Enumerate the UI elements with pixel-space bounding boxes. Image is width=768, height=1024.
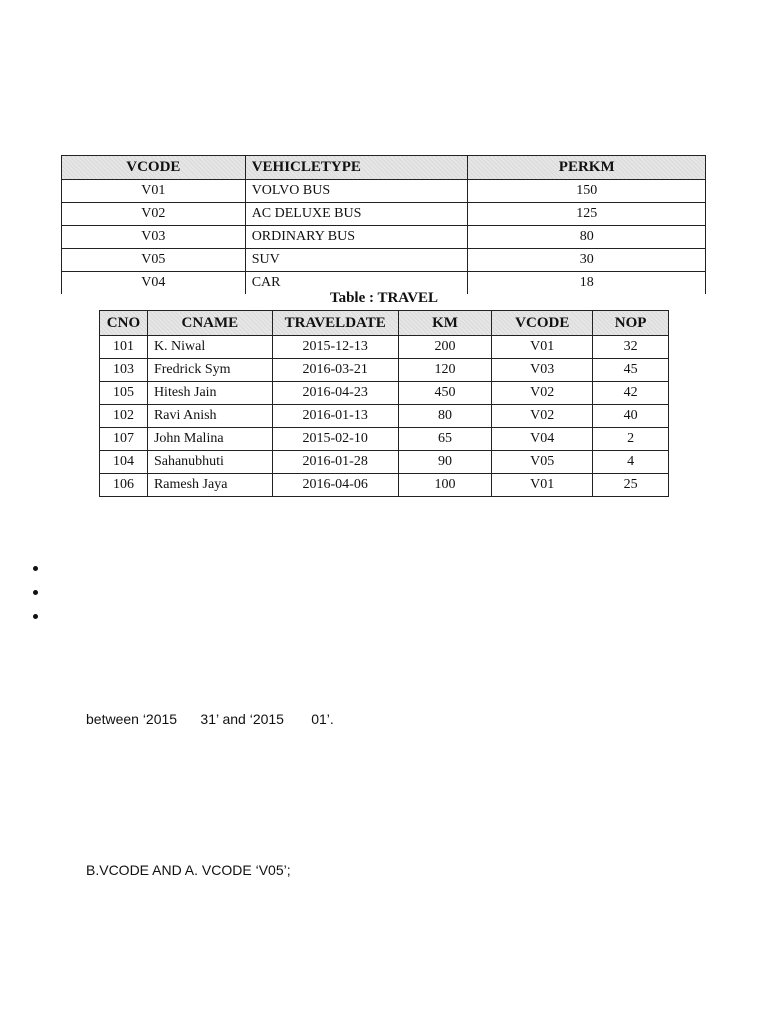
travel-cell-traveldate: 2016-01-13 (272, 405, 398, 428)
travel-cell-km: 120 (398, 359, 492, 382)
table-row (100, 428, 669, 451)
travel-cell-cname: Sahanubhuti (147, 451, 272, 474)
vehicle-header-perkm: PERKM (468, 156, 706, 180)
travel-cell-traveldate: 2016-04-23 (272, 382, 398, 405)
travel-cell-traveldate: 2016-03-21 (272, 359, 398, 382)
bullet-icon (33, 614, 38, 619)
text-line-vcode-condition: B.VCODE AND A. VCODE ‘V05’; (86, 862, 291, 878)
travel-cell-nop: 4 (593, 451, 669, 474)
travel-cell-vcode: V05 (492, 451, 593, 474)
table-row (100, 359, 669, 382)
table-row (62, 203, 706, 226)
travel-header-cno: CNO (100, 311, 148, 336)
travel-cell-cno: 106 (100, 474, 148, 497)
vehicle-cell-perkm: 80 (468, 226, 706, 249)
vehicle-cell-type: VOLVO BUS (245, 180, 468, 203)
vehicle-cell-perkm: 30 (468, 249, 706, 272)
vehicle-header-vcode: VCODE (62, 156, 246, 180)
travel-header-km: KM (398, 311, 492, 336)
table-row (100, 474, 669, 497)
travel-cell-traveldate: 2015-02-10 (272, 428, 398, 451)
vehicle-table (61, 155, 706, 294)
table-row (100, 405, 669, 428)
travel-cell-cno: 105 (100, 382, 148, 405)
travel-cell-traveldate: 2015-12-13 (272, 336, 398, 359)
table-row (62, 249, 706, 272)
bullet-icon (33, 566, 38, 571)
travel-cell-nop: 2 (593, 428, 669, 451)
text-line-between-dates: between ‘2015 31’ and ‘2015 01’. (86, 711, 334, 727)
travel-cell-cname: Ramesh Jaya (147, 474, 272, 497)
travel-cell-vcode: V02 (492, 405, 593, 428)
travel-cell-cname: K. Niwal (147, 336, 272, 359)
table-row (100, 451, 669, 474)
travel-cell-km: 65 (398, 428, 492, 451)
travel-cell-km: 200 (398, 336, 492, 359)
vehicle-header-vehicletype: VEHICLETYPE (245, 156, 468, 180)
table-row (62, 180, 706, 203)
travel-table-title: Table : TRAVEL (329, 290, 439, 306)
vehicle-cell-vcode: V03 (62, 226, 246, 249)
travel-cell-nop: 45 (593, 359, 669, 382)
vehicle-cell-perkm: 150 (468, 180, 706, 203)
travel-cell-nop: 42 (593, 382, 669, 405)
travel-cell-cname: Fredrick Sym (147, 359, 272, 382)
vehicle-cell-vcode: V05 (62, 249, 246, 272)
vehicle-cell-vcode: V04 (62, 272, 246, 295)
vehicle-cell-type: CAR (245, 272, 468, 295)
travel-cell-km: 450 (398, 382, 492, 405)
bullet-list (33, 560, 38, 632)
table-row (100, 336, 669, 359)
travel-cell-cname: Hitesh Jain (147, 382, 272, 405)
vehicle-cell-perkm: 125 (468, 203, 706, 226)
vehicle-cell-type: AC DELUXE BUS (245, 203, 468, 226)
travel-cell-km: 90 (398, 451, 492, 474)
travel-header-cname: CNAME (147, 311, 272, 336)
travel-cell-km: 80 (398, 405, 492, 428)
travel-header-row (100, 311, 669, 336)
travel-cell-nop: 32 (593, 336, 669, 359)
table-row (62, 226, 706, 249)
travel-cell-nop: 40 (593, 405, 669, 428)
travel-cell-km: 100 (398, 474, 492, 497)
travel-cell-traveldate: 2016-04-06 (272, 474, 398, 497)
list-item (33, 566, 38, 584)
vehicle-cell-perkm: 18 (468, 272, 706, 295)
travel-cell-vcode: V03 (492, 359, 593, 382)
travel-cell-cno: 104 (100, 451, 148, 474)
vehicle-header-row (62, 156, 706, 180)
travel-cell-vcode: V01 (492, 474, 593, 497)
travel-cell-cno: 107 (100, 428, 148, 451)
travel-header-nop: NOP (593, 311, 669, 336)
travel-cell-cno: 102 (100, 405, 148, 428)
list-item (33, 590, 38, 608)
travel-header-vcode: VCODE (492, 311, 593, 336)
travel-cell-cno: 101 (100, 336, 148, 359)
vehicle-cell-vcode: V01 (62, 180, 246, 203)
travel-cell-cname: Ravi Anish (147, 405, 272, 428)
travel-cell-vcode: V02 (492, 382, 593, 405)
travel-cell-vcode: V04 (492, 428, 593, 451)
travel-cell-vcode: V01 (492, 336, 593, 359)
travel-cell-traveldate: 2016-01-28 (272, 451, 398, 474)
table-row (100, 382, 669, 405)
travel-header-traveldate: TRAVELDATE (272, 311, 398, 336)
list-item (33, 614, 38, 632)
vehicle-cell-type: SUV (245, 249, 468, 272)
travel-cell-nop: 25 (593, 474, 669, 497)
vehicle-cell-vcode: V02 (62, 203, 246, 226)
bullet-icon (33, 590, 38, 595)
travel-cell-cname: John Malina (147, 428, 272, 451)
vehicle-cell-type: ORDINARY BUS (245, 226, 468, 249)
travel-cell-cno: 103 (100, 359, 148, 382)
travel-table (99, 310, 669, 497)
